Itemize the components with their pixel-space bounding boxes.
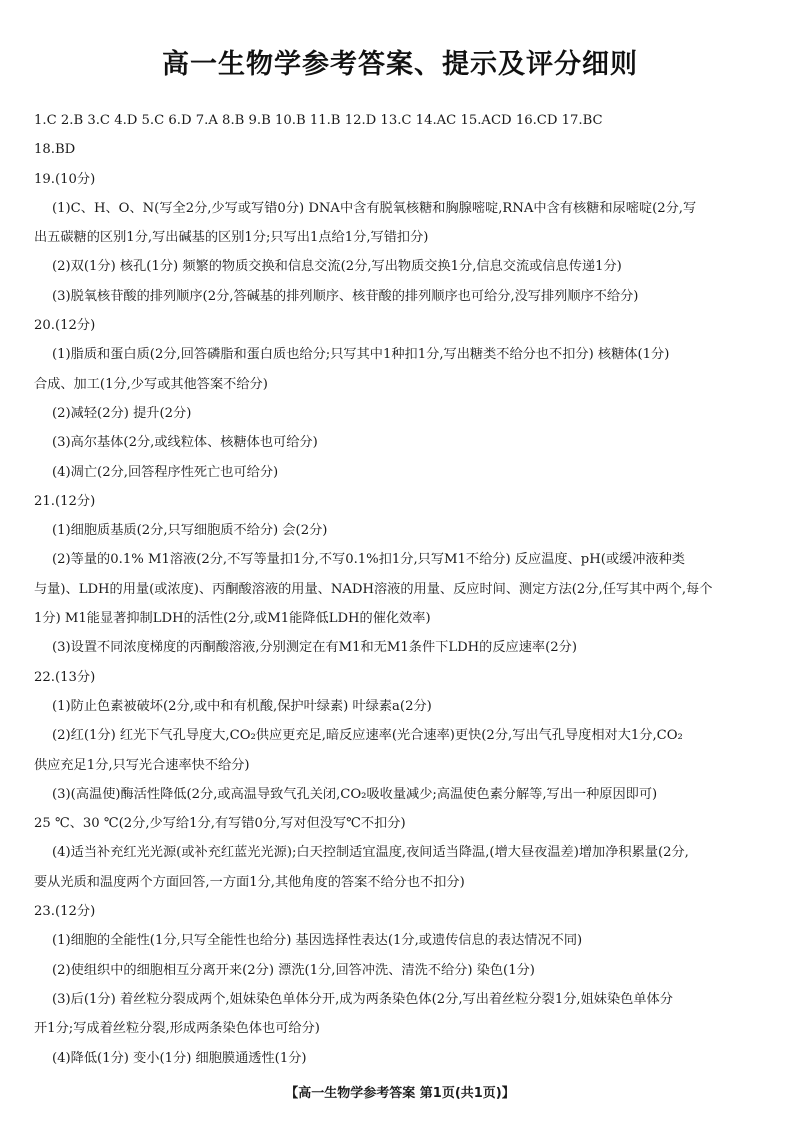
q19-line-3: (2)双(1分) 核孔(1分) 频繁的物质交换和信息交流(2分,写出物质交换1分,信息交流或信息传递1分) (52, 259, 622, 275)
q19-line-1: (1)C、H、O、N(写全2分,少写或写错0分) DNA中含有脱氧核糖和胸腺嘧啶,RNA中含有核糖和尿嘧啶(2分,写 (52, 200, 697, 216)
q23-line-2: (2)使组织中的细胞相互分离开来(2分) 漂洗(1分,回答冲洗、清洗不给分) 染色(1分) (52, 962, 535, 978)
q22-line-7: 要从光质和温度两个方面回答,一方面1分,其他角度的答案不给分也不扣分) (34, 874, 465, 890)
q23-heading: 23.(12分) (34, 904, 96, 920)
q23-line-1: (1)细胞的全能性(1分,只写全能性也给分) 基因选择性表达(1分,或遗传信息的表达情况不同) (52, 933, 583, 949)
q20-line-3: (2)减轻(2分) 提升(2分) (52, 405, 192, 421)
q22-line-3: 供应充足1分,只写光合速率快不给分) (34, 757, 250, 773)
q22-heading: 22.(13分) (34, 669, 96, 685)
q20-line-1: (1)脂质和蛋白质(2分,回答磷脂和蛋白质也给分;只写其中1种扣1分,写出糖类不给分也不扣分) 核糖体(1分) (52, 347, 670, 363)
page-title: 高一生物学参考答案、提示及评分细则 (162, 49, 638, 80)
q19-line-4: (3)脱氧核苷酸的排列顺序(2分,答碱基的排列顺序、核苷酸的排列顺序也可给分,没写排列顺序不给分) (52, 288, 639, 304)
q21-line-2: (2)等量的0.1% M1溶液(2分,不写等量扣1分,不写0.1%扣1分,只写M1不给分) 反应温度、pH(或缓冲液种类 (52, 552, 685, 568)
q20-line-4: (3)高尔基体(2分,或线粒体、核糖体也可给分) (52, 435, 318, 451)
q22-line-6: (4)适当补充红光光源(或补充红蓝光光源);白天控制适宜温度,夜间适当降温,(增大昼夜温差)增加净积累量(2分, (52, 845, 689, 861)
answer-content (34, 106, 776, 1073)
q20-heading: 20.(12分) (34, 318, 96, 334)
q22-line-4: (3)(高温使)酶活性降低(2分,或高温导致气孔关闭,CO₂吸收量减少;高温使色素分解等,写出一种原因即可) (52, 786, 658, 802)
q21-heading: 21.(12分) (34, 493, 96, 509)
q21-line-3: 与量)、LDH的用量(或浓度)、丙酮酸溶液的用量、NADH溶液的用量、反应时间、测定方法(2分,任写其中两个,每个 (34, 581, 713, 597)
q22-line-1: (1)防止色素被破坏(2分,或中和有机酸,保护叶绿素) 叶绿素a(2分) (52, 698, 432, 714)
q22-line-5: 25 ℃、30 ℃(2分,少写给1分,有写错0分,写对但没写℃不扣分) (34, 816, 406, 832)
q20-line-2: 合成、加工(1分,少写或其他答案不给分) (34, 376, 268, 392)
q22-line-2: (2)红(1分) 红光下气孔导度大,CO₂供应更充足,暗反应速率(光合速率)更快(2分,写出气孔导度相对大1分,CO₂ (52, 728, 683, 744)
q21-line-1: (1)细胞质基质(2分,只写细胞质不给分) 会(2分) (52, 523, 328, 539)
q20-line-5: (4)凋亡(2分,回答程序性死亡也可给分) (52, 464, 279, 480)
q21-line-4: 1分) M1能显著抑制LDH的活性(2分,或M1能降低LDH的催化效率) (34, 611, 431, 627)
q19-heading: 19.(10分) (34, 171, 96, 187)
q23-line-3: (3)后(1分) 着丝粒分裂成两个,姐妹染色单体分开,成为两条染色体(2分,写出着丝粒分裂1分,姐妹染色单体分 (52, 991, 673, 1007)
q19-line-2: 出五碳糖的区别1分,写出碱基的区别1分;只写出1点给1分,写错扣分) (34, 230, 429, 246)
q23-line-4: 开1分;写成着丝粒分裂,形成两条染色体也可给分) (34, 1021, 320, 1037)
page-footer: 【高一生物学参考答案 第1页(共1页)】 (285, 1086, 515, 1101)
q23-line-5: (4)降低(1分) 变小(1分) 细胞膜通透性(1分) (52, 1050, 307, 1066)
choice-answers-line-1: 1.C 2.B 3.C 4.D 5.C 6.D 7.A 8.B 9.B 10.B 11.B 12.D 13.C 14.AC 15.ACD 16.CD 17.BC (34, 113, 603, 128)
q21-line-5: (3)设置不同浓度梯度的丙酮酸溶液,分别测定在有M1和无M1条件下LDH的反应速率(2分) (52, 640, 577, 656)
choice-answers-line-2: 18.BD (34, 142, 76, 158)
